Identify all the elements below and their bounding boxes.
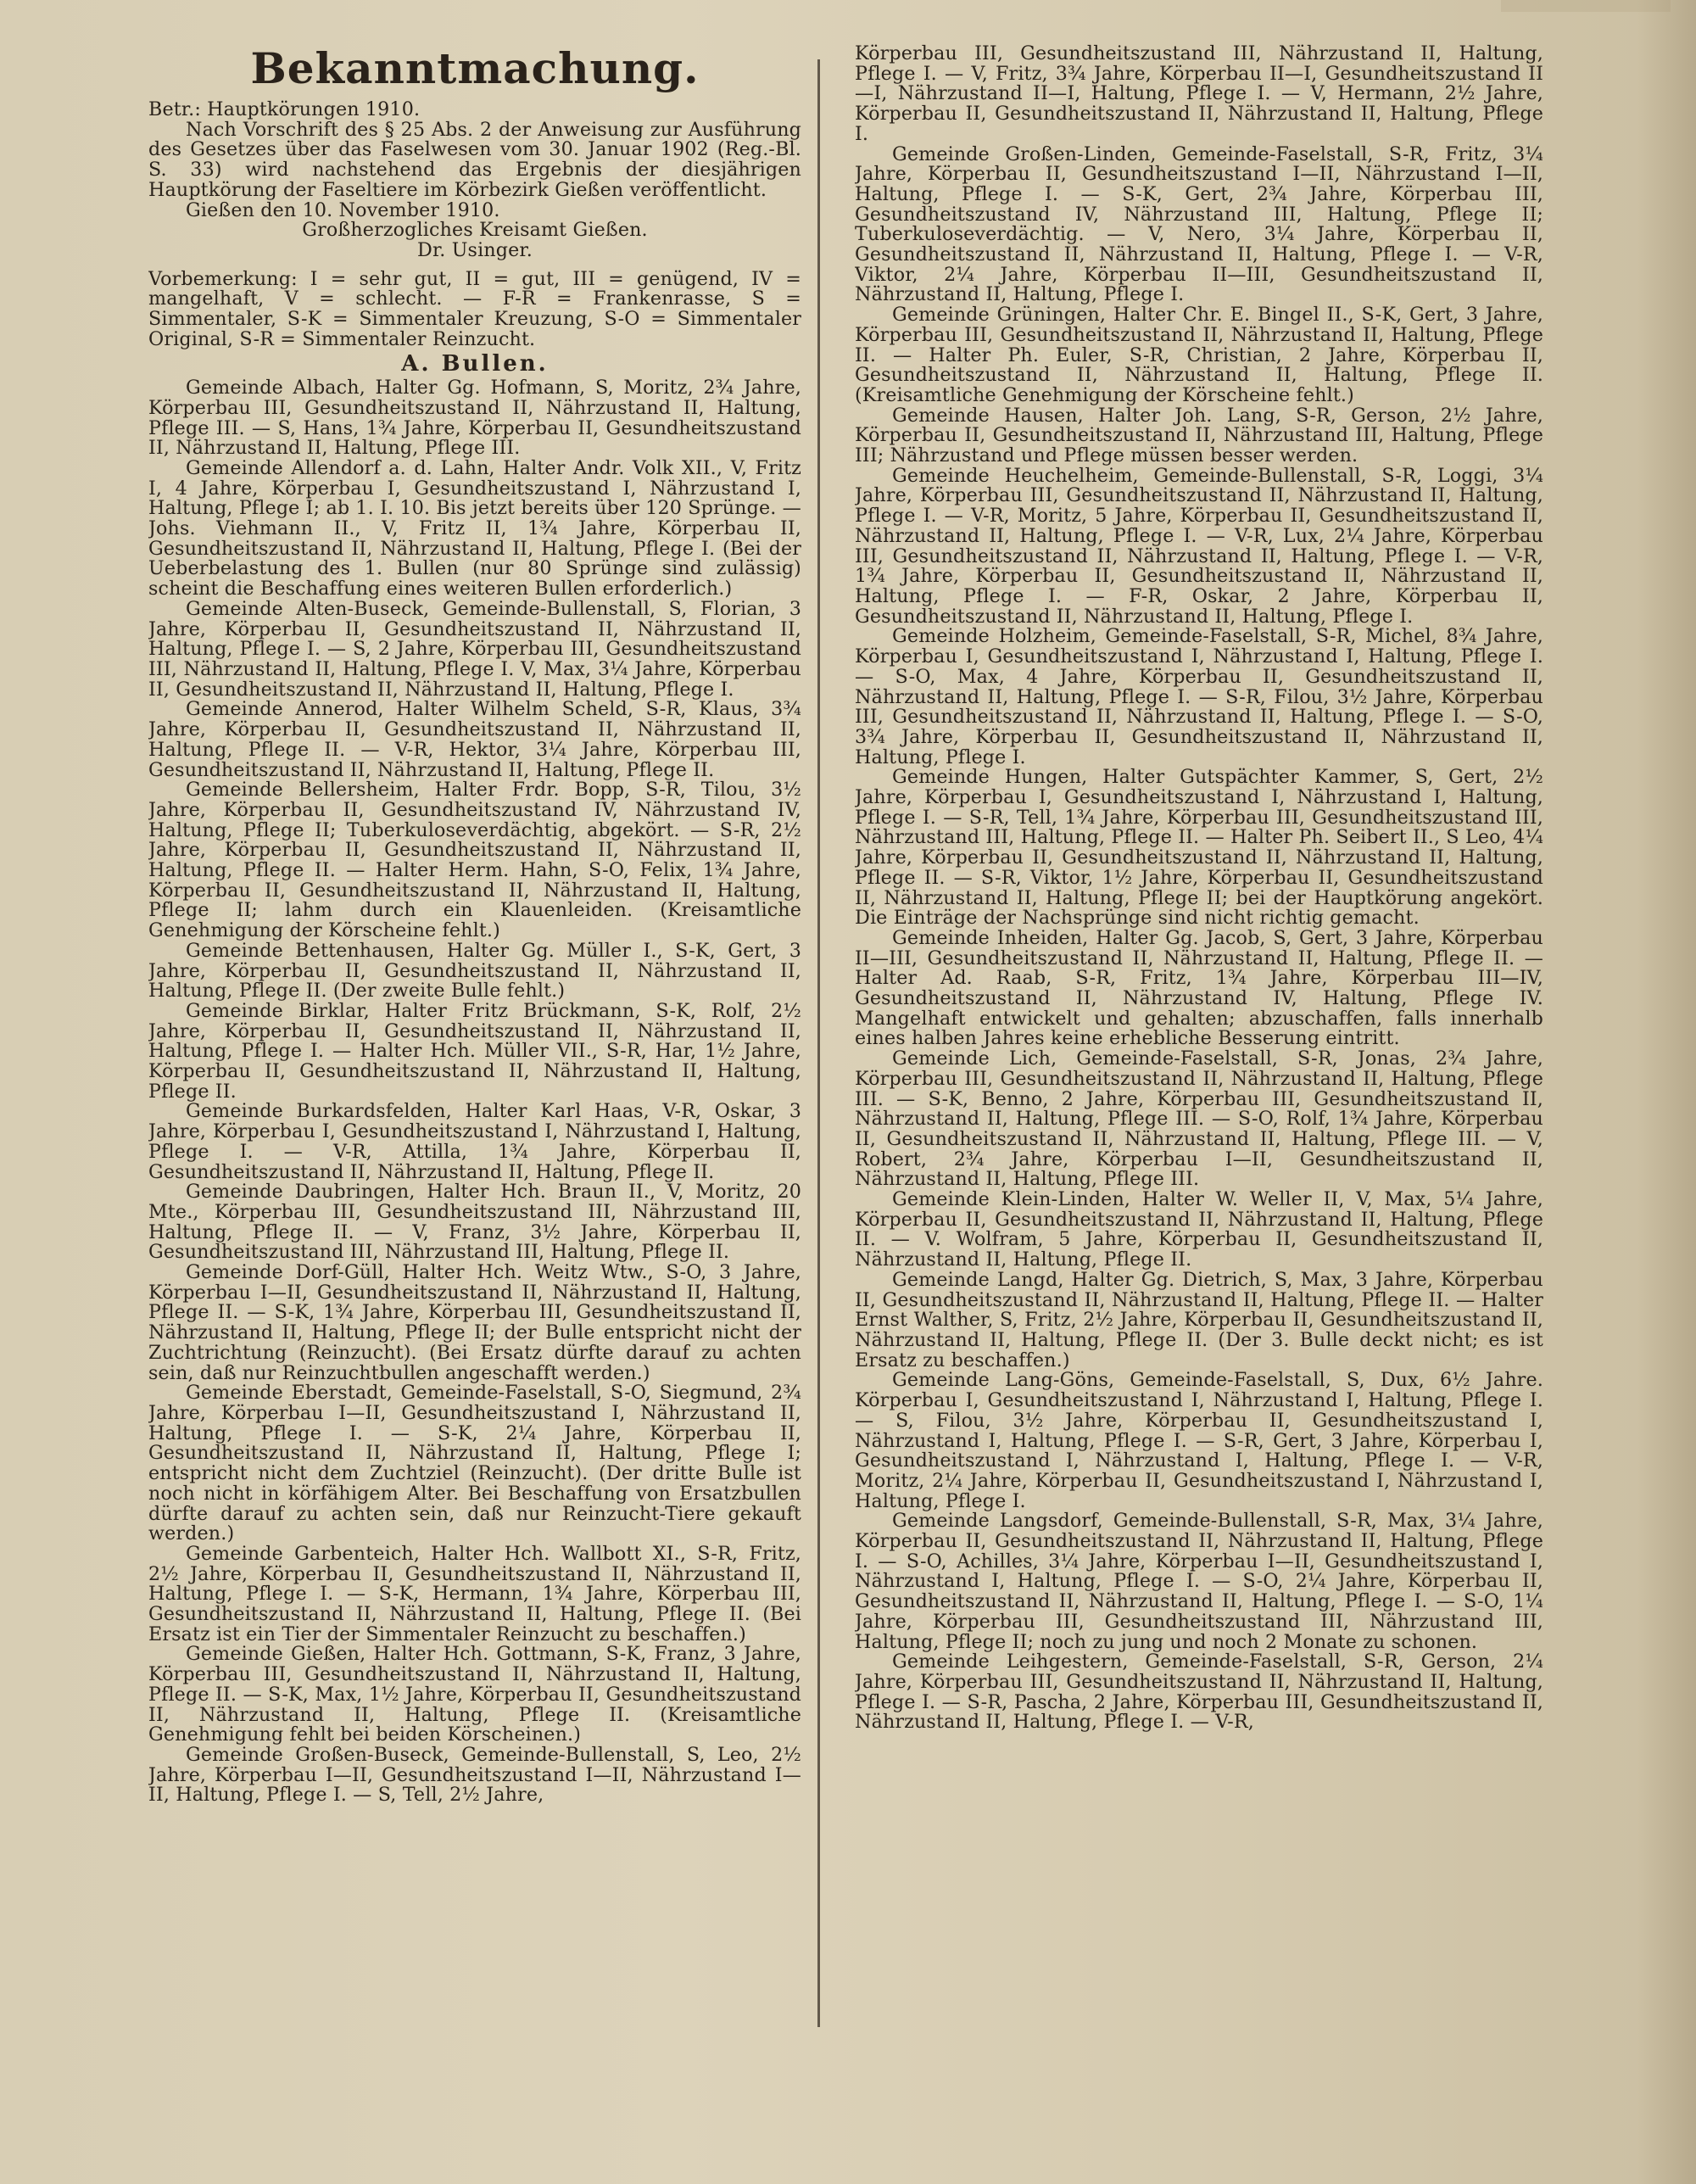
list-item: Gemeinde Klein-Linden, Halter W. Weller II, V, Max, 5¼ Jahre, Körperbau II, Gesundheitszustand II, Nährzustand II, Haltung, Pflege II. — V. Wolfram, 5 Jahre, Körperbau II, Gesundheitszustand II, Nährzustand II, Haltung, Pflege II. — [855, 1188, 1543, 1271]
list-item: Gemeinde Dorf-Güll, Halter Hch. Weitz Wtw., S-O, 3 Jahre, Körperbau I—II, Gesundheitszustand II, Nährzustand II, Haltung, Pflege II. — S-K, 1¾ Jahre, Körperbau III, Gesundheitszustand II, Nährzustand II, Haltung, Pflege II; der Bulle entspricht nicht der Zuchtrichtung (Reinzucht). (Bei Ersatz dürfte darauf zu achten sein, daß nur Reinzuchtbullen angeschafft werden.) — [148, 1261, 801, 1384]
list-item: Gemeinde Bettenhausen, Halter Gg. Müller I., S-K, Gert, 3 Jahre, Körperbau II, Gesundheitszustand II, Nährzustand II, Haltung, Pflege II. (Der zweite Bulle fehlt.) — [148, 939, 801, 1003]
page-edge-shadow — [1637, 0, 1696, 2184]
list-item: Gemeinde Langsdorf, Gemeinde-Bullenstall, S-R, Max, 3¼ Jahre, Körperbau II, Gesundheitszustand II, Nährzustand II, Haltung, Pflege I. — S-O, Achilles, 3¼ Jahre, Körperbau I—II, Gesundheitszustand I, Nährzustand I, Haltung, Pflege I. — S-O, 2¼ Jahre, Körperbau II, Gesundheitszustand II, Nährzustand II, Haltung, Pflege I. — S-O, 1¼ Jahre, Körperbau III, Gesundheitszustand III, Nährzustand III, Haltung, Pflege II; noch zu jung und noch 2 Monate zu schonen. — [855, 1510, 1543, 1653]
list-item: Gemeinde Lang-Göns, Gemeinde-Faselstall, S, Dux, 6½ Jahre. Körperbau I, Gesundheitszustand I, Nährzustand I, Haltung, Pflege I. — S, Filou, 3½ Jahre, Körperbau II, Gesundheitszustand I, Nährzustand I, Haltung, Pflege I. — S-R, Gert, 3 Jahre, Körperbau I, Gesundheitszustand I, Nährzustand I, Haltung, Pflege I. — V-R, Moritz, 2¼ Jahre, Körperbau II, Gesundheitszustand I, Nährzustand I, Haltung, Pflege I. — [855, 1369, 1543, 1512]
list-item: Gemeinde Alten-Buseck, Gemeinde-Bullenstall, S, Florian, 3 Jahre, Körperbau II, Gesundheitszustand II, Nährzustand II, Haltung, Pflege I. — S, 2 Jahre, Körperbau III, Gesundheitszustand III, Nährzustand II, Haltung, Pflege I. V, Max, 3¼ Jahre, Körperbau II, Gesundheitszustand II, Nährzustand II, Haltung, Pflege I. — [148, 597, 801, 701]
list-item: Gemeinde Holzheim, Gemeinde-Faselstall, S-R, Michel, 8¾ Jahre, Körperbau I, Gesundheitszustand I, Nährzustand I, Haltung, Pflege I. — S-O, Max, 4 Jahre, Körperbau II, Gesundheitszustand II, Nährzustand II, Haltung, Pflege I. — S-R, Filou, 3½ Jahre, Körperbau III, Gesundheitszustand II, Nährzustand II, Haltung, Pflege I. — S-O, 3¾ Jahre, Körperbau II, Gesundheitszustand II, Nährzustand II, Haltung, Pflege I. — [855, 625, 1543, 768]
list-item: Gemeinde Annerod, Halter Wilhelm Scheld, S-R, Klaus, 3¾ Jahre, Körperbau II, Gesundheitszustand II, Nährzustand II, Haltung, Pflege II. — V-R, Hektor, 3¼ Jahre, Körperbau III, Gesundheitszustand II, Nährzustand II, Haltung, Pflege II. — [148, 698, 801, 781]
notice-subject: Betr.: Hauptkörungen 1910. — [148, 98, 421, 120]
right-column — [855, 44, 1543, 2063]
preface-note: Vorbemerkung: I = sehr gut, II = gut, III = genügend, IV = mangelhaft, V = schlecht. — F-R = Frankenrasse, S = Simmentaler, S-K = Simmentaler Kreuzung, S-O = Simmentaler Original, S-R = Simmentaler Reinzucht. — [148, 267, 801, 350]
list-item: Gemeinde Leihgestern, Gemeinde-Faselstall, S-R, Gerson, 2¼ Jahre, Körperbau III, Gesundheitszustand II, Nährzustand II, Haltung, Pflege I. — S-R, Pascha, 2 Jahre, Körperbau III, Gesundheitszustand II, Nährzustand II, Haltung, Pflege I. — V-R, — [855, 1651, 1543, 1734]
list-item: Gemeinde Burkardsfelden, Halter Karl Haas, V-R, Oskar, 3 Jahre, Körperbau I, Gesundheitszustand I, Nährzustand I, Haltung, Pflege I. — V-R, Attilla, 1¾ Jahre, Körperbau II, Gesundheitszustand II, Nährzustand II, Haltung, Pflege II. — [148, 1100, 801, 1183]
list-item: Gemeinde Lich, Gemeinde-Faselstall, S-R, Jonas, 2¾ Jahre, Körperbau III, Gesundheitszustand II, Nährzustand II, Haltung, Pflege III. — S-K, Benno, 2 Jahre, Körperbau III, Gesundheitszustand II, Nährzustand II, Haltung, Pflege III. — S-O, Rolf, 1¾ Jahre, Körperbau II, Gesundheitszustand II, Nährzustand II, Haltung, Pflege III. — V, Robert, 2¾ Jahre, Körperbau I—II, Gesundheitszustand II, Nährzustand II, Haltung, Pflege III. — [855, 1047, 1543, 1191]
list-item: Gemeinde Hungen, Halter Gutspächter Kammer, S, Gert, 2½ Jahre, Körperbau I, Gesundheitszustand I, Nährzustand I, Haltung, Pflege I. — S-R, Tell, 1¾ Jahre, Körperbau III, Gesundheitszustand III, Nährzustand III, Haltung, Pflege II. — Halter Ph. Seibert II., S Leo, 4¼ Jahre, Körperbau II, Gesundheitszustand II, Nährzustand II, Haltung, Pflege II. — S-R, Viktor, 1½ Jahre, Körperbau II, Gesundheitszustand II, Nährzustand II, Haltung, Pflege II; bei der Hauptkörung angekört. Die Einträge der Nachsprünge sind nicht richtig gemacht. — [855, 766, 1543, 930]
list-item: Gemeinde Inheiden, Halter Gg. Jacob, S, Gert, 3 Jahre, Körperbau II—III, Gesundheitszustand II, Nährzustand II, Haltung, Pflege II. — Halter Ad. Raab, S-R, Fritz, 1¾ Jahre, Körperbau III—IV, Gesundheitszustand II, Nährzustand IV, Haltung, Pflege IV. Mangelhaft entwickelt und gehalten; abzuschaffen, falls innerhalb eines halben Jahres keine erhebliche Besserung eintritt. — [855, 926, 1543, 1050]
list-item: Gemeinde Großen-Buseck, Gemeinde-Bullenstall, S, Leo, 2½ Jahre, Körperbau I—II, Gesundheitszustand I—II, Nährzustand I—II, Haltung, Pflege I. — S, Tell, 2½ Jahre, — [148, 1743, 801, 1807]
notice-intro: Nach Vorschrift des § 25 Abs. 2 der Anweisung zur Ausführung des Gesetzes über das Faselwesen vom 30. Januar 1902 (Reg.-Bl. S. 33) wird nachstehend das Ergebnis der diesjährigen Hauptkörung der Faseltiere im Körbezirk Gießen veröffentlicht. — [148, 118, 801, 201]
list-item: Gemeinde Bellersheim, Halter Frdr. Bopp, S-R, Tilou, 3½ Jahre, Körperbau II, Gesundheitszustand IV, Nährzustand IV, Haltung, Pflege II; Tuberkuloseverdächtig, abgekört. — S-R, 2½ Jahre, Körperbau II, Gesundheitszustand II, Nährzustand II, Haltung, Pflege II. — Halter Herm. Hahn, S-O, Felix, 1¾ Jahre, Körperbau II, Gesundheitszustand II, Nährzustand II, Haltung, Pflege II; lahm durch ein Klauenleiden. (Kreisamtliche Genehmigung der Körscheine fehlt.) — [148, 779, 801, 942]
list-item: Gemeinde Garbenteich, Halter Hch. Wallbott XI., S-R, Fritz, 2½ Jahre, Körperbau II, Gesundheitszustand II, Nährzustand II, Haltung, Pflege I. — S-K, Hermann, 1¾ Jahre, Körperbau III, Gesundheitszustand II, Nährzustand II, Haltung, Pflege II. (Bei Ersatz ist ein Tier der Simmentaler Reinzucht zu beschaffen.) — [148, 1542, 801, 1645]
notice-authority: Großherzogliches Kreisamt Gießen. — [302, 219, 648, 242]
list-item: Gemeinde Grüningen, Halter Chr. E. Bingel II., S-K, Gert, 3 Jahre, Körperbau III, Gesundheitszustand II, Nährzustand II, Haltung, Pflege II. — Halter Ph. Euler, S-R, Christian, 2 Jahre, Körperbau II, Gesundheitszustand II, Nährzustand II, Haltung, Pflege II. (Kreisamtliche Genehmigung der Körscheine fehlt.) — [855, 304, 1543, 406]
list-item: Gemeinde Hausen, Halter Joh. Lang, S-R, Gerson, 2½ Jahre, Körperbau II, Gesundheitszustand II, Nährzustand III, Haltung, Pflege III; Nährzustand und Pflege müssen besser werden. — [855, 404, 1543, 467]
list-item: Gemeinde Langd, Halter Gg. Dietrich, S, Max, 3 Jahre, Körperbau II, Gesundheitszustand II, Nährzustand II, Haltung, Pflege II. — Halter Ernst Walther, S, Fritz, 2½ Jahre, Körperbau II, Gesundheitszustand II, Nährzustand II, Haltung, Pflege II. (Der 3. Bulle deckt nicht; es ist Ersatz zu beschaffen.) — [855, 1268, 1543, 1371]
list-item: Körperbau III, Gesundheitszustand III, Nährzustand II, Haltung, Pflege I. — V, Fritz, 3¾ Jahre, Körperbau II—I, Gesundheitszustand II—I, Nährzustand II—I, Haltung, Pflege I. — V, Hermann, 2½ Jahre, Körperbau II, Gesundheitszustand II, Nährzustand II, Haltung, Pflege I. — [855, 44, 1543, 145]
list-item: Gemeinde Daubringen, Halter Hch. Braun II., V, Moritz, 20 Mte., Körperbau III, Gesundheitszustand III, Nährzustand III, Haltung, Pflege II. — V, Franz, 3½ Jahre, Körperbau II, Gesundheitszustand III, Nährzustand III, Haltung, Pflege II. — [148, 1181, 801, 1264]
notice-date: Gießen den 10. November 1910. — [186, 198, 500, 221]
list-item: Gemeinde Birklar, Halter Fritz Brückmann, S-K, Rolf, 2½ Jahre, Körperbau II, Gesundheitszustand II, Nährzustand II, Haltung, Pflege I. — Halter Hch. Müller VII., S-R, Har, 1½ Jahre, Körperbau II, Gesundheitszustand II, Nährzustand II, Haltung, Pflege II. — [148, 999, 801, 1103]
list-item: Gemeinde Gießen, Halter Hch. Gottmann, S-K, Franz, 3 Jahre, Körperbau III, Gesundheitszustand II, Nährzustand II, Haltung, Pflege II. — S-K, Max, 1½ Jahre, Körperbau II, Gesundheitszustand II, Nährzustand II, Haltung, Pflege II. (Kreisamtliche Genehmigung fehlt bei beiden Körscheinen.) — [148, 1643, 801, 1746]
column-divider — [817, 59, 820, 2027]
list-item: Gemeinde Albach, Halter Gg. Hofmann, S, Moritz, 2¾ Jahre, Körperbau III, Gesundheitszustand II, Nährzustand II, Haltung, Pflege III. — S, Hans, 1¾ Jahre, Körperbau II, Gesundheitszustand II, Nährzustand II, Haltung, Pflege III. — [148, 377, 801, 460]
left-column — [148, 41, 801, 2008]
section-heading: A. Bullen. — [401, 351, 549, 377]
list-item: Gemeinde Eberstadt, Gemeinde-Faselstall, S-O, Siegmund, 2¾ Jahre, Körperbau I—II, Gesundheitszustand I, Nährzustand II, Haltung, Pflege I. — S-K, 2¼ Jahre, Körperbau II, Gesundheitszustand II, Nährzustand II, Haltung, Pflege I; entspricht nicht dem Zuchtziel (Reinzucht). (Der dritte Bulle ist noch nicht in körfähigem Alter. Bei Beschaffung von Ersatzbullen dürfte darauf zu achten sein, daß nur Reinzucht-Tiere gekauft werden.) — [148, 1382, 801, 1545]
notice-signature: Dr. Usinger. — [417, 238, 533, 261]
notice-title: Bekanntmachung. — [250, 43, 700, 93]
list-item: Gemeinde Großen-Linden, Gemeinde-Faselstall, S-R, Fritz, 3¼ Jahre, Körperbau II, Gesundheitszustand I—II, Nährzustand I—II, Haltung, Pflege I. — S-K, Gert, 2¾ Jahre, Körperbau III, Gesundheitszustand IV, Nährzustand III, Haltung, Pflege II; Tuberkuloseverdächtig. — V, Nero, 3¼ Jahre, Körperbau II, Gesundheitszustand II, Nährzustand II, Haltung, Pflege I. — V-R, Viktor, 2¼ Jahre, Körperbau II—III, Gesundheitszustand II, Nährzustand II, Haltung, Pflege I. — [855, 142, 1543, 306]
list-item: Gemeinde Allendorf a. d. Lahn, Halter Andr. Volk XII., V, Fritz I, 4 Jahre, Körperbau I, Gesundheitszustand I, Nährzustand I, Haltung, Pflege I; ab 1. I. 10. Bis jetzt bereits über 120 Sprünge. — Johs. Viehmann II., V, Fritz II, 1¾ Jahre, Körperbau II, Gesundheitszustand II, Nährzustand II, Haltung, Pflege I. (Bei der Ueberbelastung des 1. Bullen (nur 80 Sprünge sind zulässig) scheint die Beschaffung eines weiteren Bullen erforderlich.) — [148, 456, 801, 600]
list-item: Gemeinde Heuchelheim, Gemeinde-Bullenstall, S-R, Loggi, 3¼ Jahre, Körperbau III, Gesundheitszustand II, Nährzustand II, Haltung, Pflege I. — V-R, Moritz, 5 Jahre, Körperbau II, Gesundheitszustand II, Nährzustand II, Haltung, Pflege I. — V-R, Lux, 2¼ Jahre, Körperbau III, Gesundheitszustand II, Nährzustand II, Haltung, Pflege I. — V-R, 1¾ Jahre, Körperbau II, Gesundheitszustand II, Nährzustand II, Haltung, Pflege I. — F-R, Oskar, 2 Jahre, Körperbau II, Gesundheitszustand II, Nährzustand II, Haltung, Pflege I. — [855, 464, 1543, 628]
